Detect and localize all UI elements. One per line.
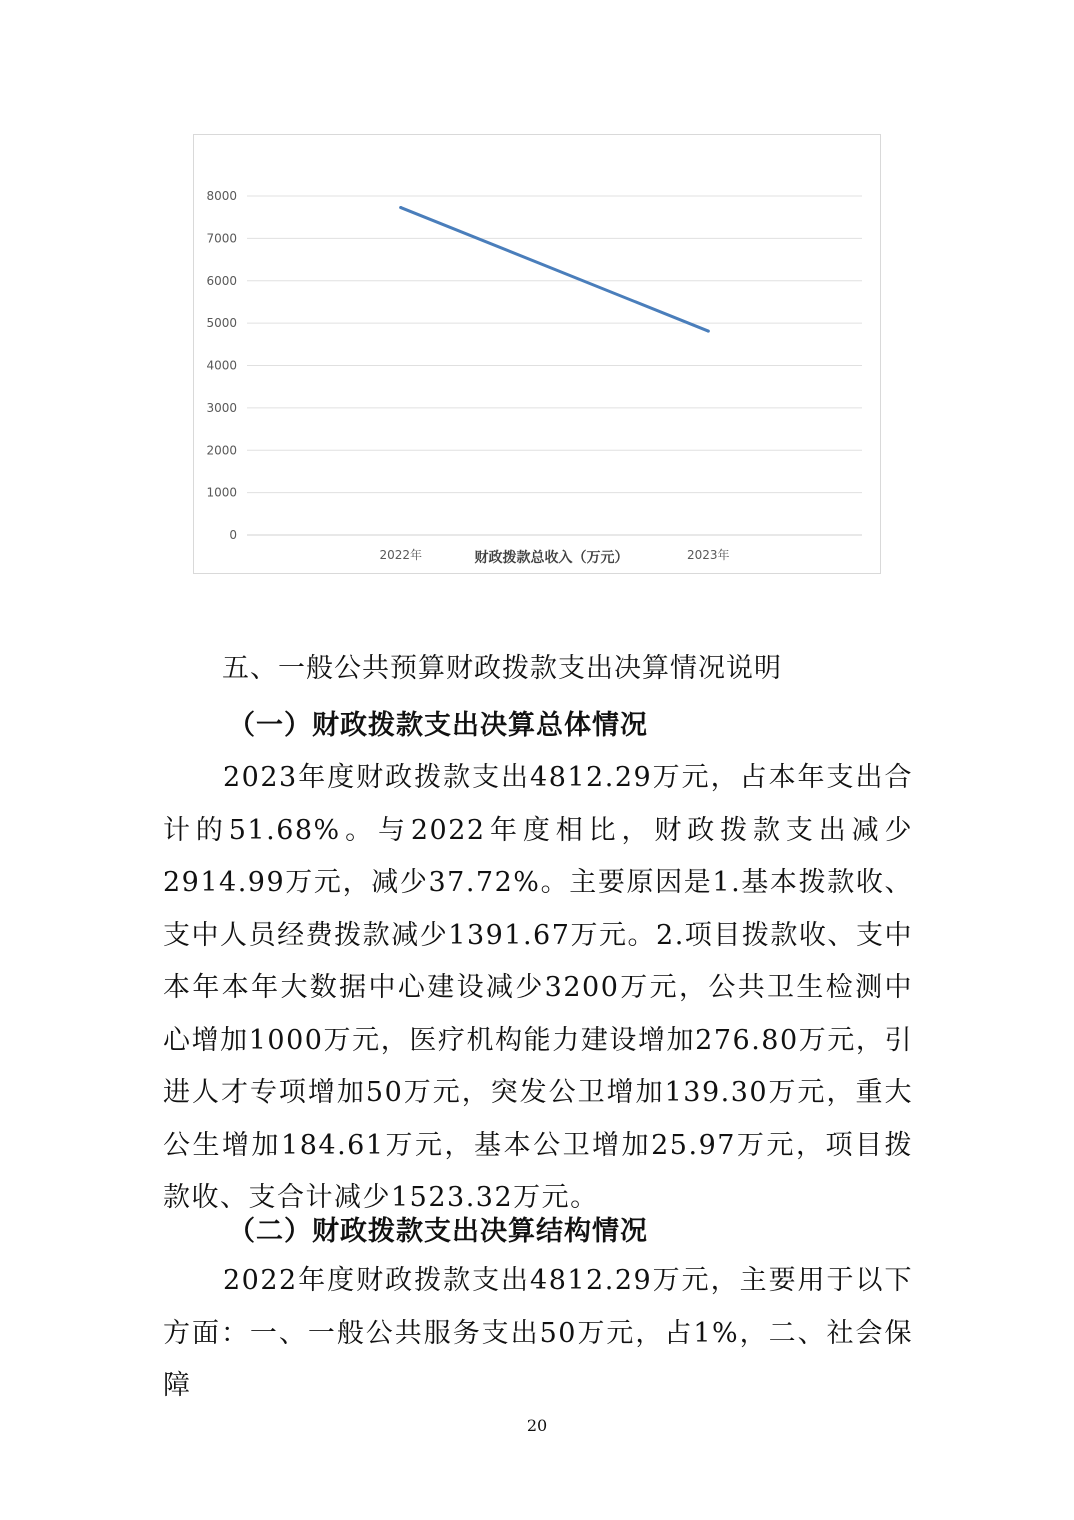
paragraph-structure: 2022年度财政拨款支出4812.29万元，主要用于以下方面：一、一般公共服务支出50万元，占1%，二、社会保障 (163, 1265, 913, 1401)
x-tick-label: 2023年 (686, 548, 730, 562)
paragraph-overall: 2023年度财政拨款支出4812.29万元，占本年支出合计的51.68%。与2022年度相比，财政拨款支出减少2914.99万元，减少37.72%。主要原因是1.基本拨款收、支中人员经费拨款减少1391.67万元。2.项目拨款收、支中本年本年大数据中心建设减少3200万元，公共卫生检测中心增加1000万元，医疗机构能力建设增加276.80万元，引进人才专项增加50万元，突发公卫增加139.30万元，重大公生增加184.61万元，基本公卫增加25.97万元，项目拨款收、支合计减少1523.32万元。 (163, 762, 913, 1213)
chart-canvas (194, 135, 880, 573)
y-tick-label: 5000 (206, 316, 237, 331)
data-point (707, 330, 710, 333)
y-tick-label: 7000 (206, 231, 237, 246)
subsection-heading-overall: （一）财政拨款支出决算总体情况 (228, 710, 648, 741)
y-tick-label: 0 (229, 528, 237, 542)
section-heading: 五、一般公共预算财政拨款支出决算情况说明 (222, 653, 782, 684)
y-tick-label: 2000 (206, 443, 237, 458)
revenue-line-chart (193, 134, 881, 574)
page-number: 20 (526, 1416, 548, 1435)
y-tick-label: 1000 (206, 485, 237, 500)
y-tick-label: 8000 (206, 189, 237, 203)
series-line (401, 208, 709, 332)
subsection-heading-structure: （二）财政拨款支出决算结构情况 (228, 1216, 648, 1247)
y-tick-label: 4000 (206, 358, 237, 373)
x-tick-label: 2022年 (379, 548, 423, 562)
x-axis-title: 财政拨款总收入（万元） (474, 550, 629, 566)
data-point (399, 206, 402, 209)
y-tick-label: 6000 (206, 273, 237, 288)
y-tick-label: 3000 (206, 400, 237, 415)
